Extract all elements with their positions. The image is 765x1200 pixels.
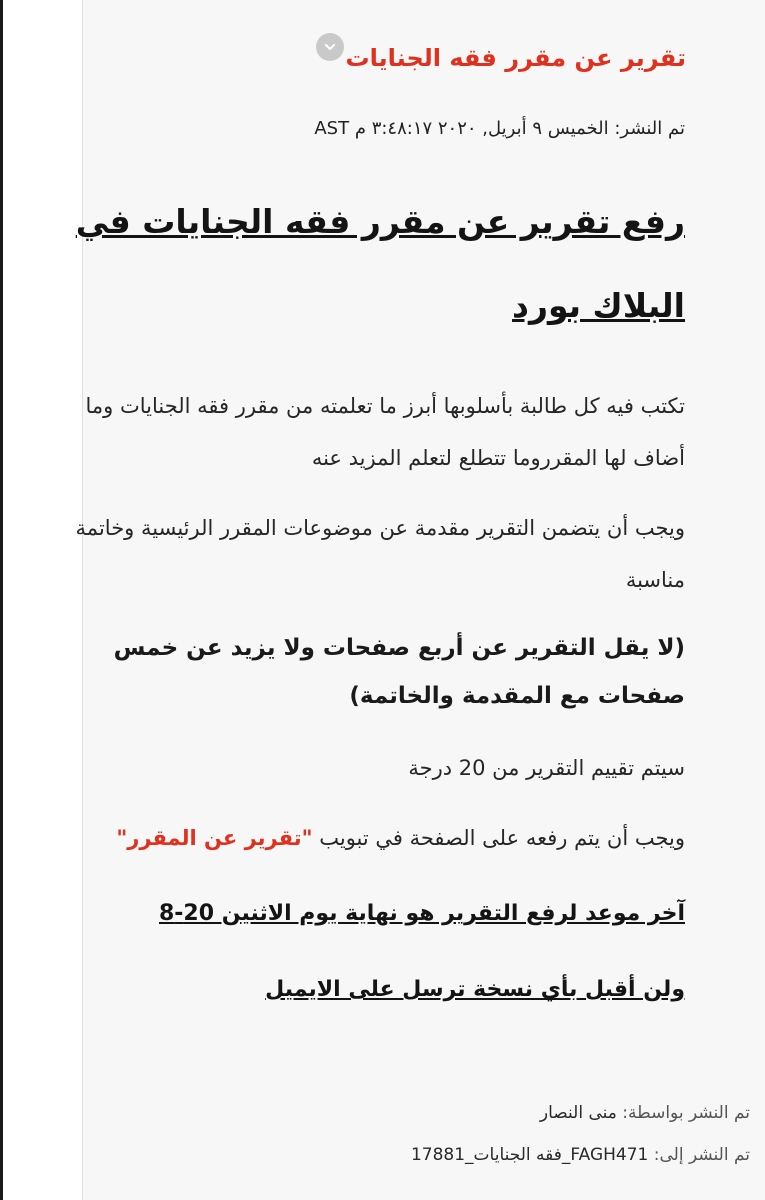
posted-to-value: FAGH471_فقه الجنايات_17881 xyxy=(410,1145,649,1165)
announcement-header xyxy=(316,36,686,80)
grading-note: سيتم تقييم التقرير من 20 درجة xyxy=(408,756,685,780)
chevron-down-icon[interactable] xyxy=(316,33,344,61)
announcement-heading: رفع تقرير عن مقرر فقه الجنايات في البلاك بورد xyxy=(75,202,685,325)
upload-instruction-text: ويجب أن يتم رفعه على الصفحة في تبويب xyxy=(312,826,685,850)
posted-to-label: تم النشر إلى: xyxy=(653,1145,750,1165)
deadline-note: آخر موعد لرفع التقرير هو نهاية يوم الاثنين 20-8 xyxy=(158,901,685,926)
body-paragraph: تكتب فيه كل طالبة بأسلوبها أبرز ما تعلمته من مقرر فقه الجنايات وما أضاف لها المقرروما تتطلع لتعلم المزيد عنه xyxy=(85,394,685,470)
posted-by xyxy=(540,1098,750,1128)
page-limit-note: (لا يقل التقرير عن أربع صفحات ولا يزيد عن خمس صفحات مع المقدمة والخاتمة) xyxy=(113,635,685,709)
posted-by-value: منى النصار xyxy=(539,1103,617,1123)
announcement-body xyxy=(75,180,685,1042)
posted-to xyxy=(411,1140,750,1170)
left-border xyxy=(0,0,3,1200)
email-note: ولن أقبل بأي نسخة ترسل على الايميل xyxy=(265,977,685,1002)
upload-instruction xyxy=(75,812,685,864)
posted-by-label: تم النشر بواسطة: xyxy=(622,1103,750,1123)
posted-date: تم النشر: الخميس ٩ أبريل, ٢٠٢٠ ٣:٤٨:١٧ م AST xyxy=(314,118,685,139)
announcement-title[interactable]: تقرير عن مقرر فقه الجنايات xyxy=(345,44,686,72)
body-paragraph: ويجب أن يتضمن التقرير مقدمة عن موضوعات المقرر الرئيسية وخاتمة مناسبة xyxy=(75,516,685,592)
announcement-panel xyxy=(75,0,765,1200)
upload-tab-name: "تقرير عن المقرر" xyxy=(116,826,313,850)
